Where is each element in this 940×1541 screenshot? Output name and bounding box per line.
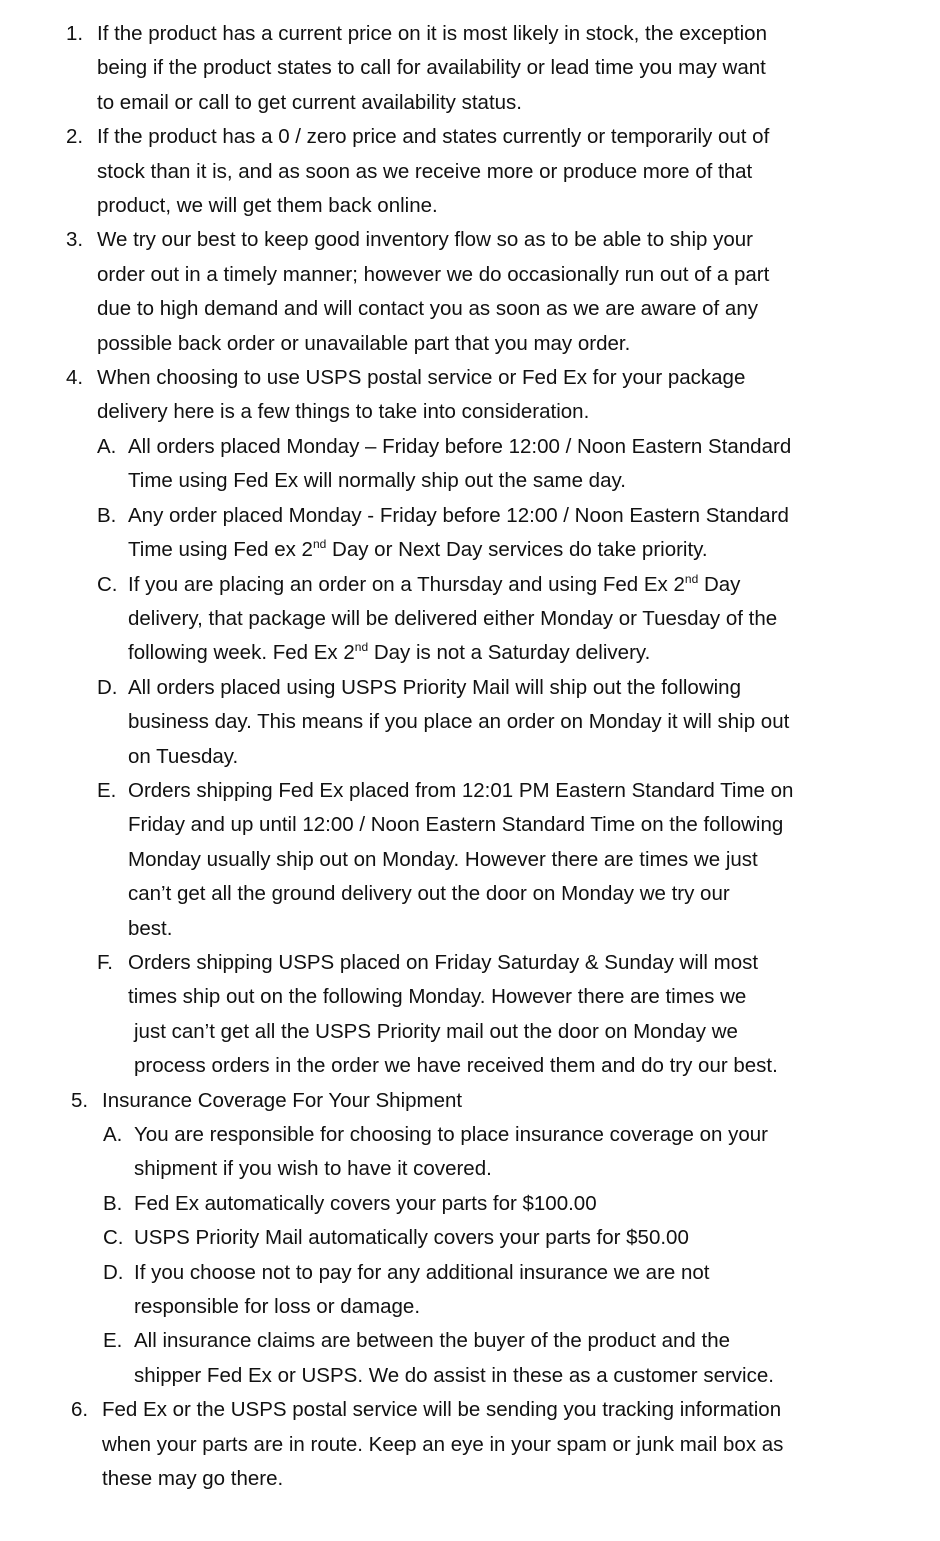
ordinal-suffix: nd bbox=[354, 640, 369, 655]
list-marker: 1. bbox=[66, 22, 84, 45]
text-line: just can’t get all the USPS Priority mail out the door on Monday we bbox=[134, 1019, 738, 1043]
text-line: Fed Ex automatically covers your parts for $100.00 bbox=[134, 1191, 597, 1215]
text-line: when your parts are in route. Keep an eye in your spam or junk mail box as bbox=[102, 1432, 784, 1456]
text-line: times ship out on the following Monday. However there are times we bbox=[128, 985, 747, 1009]
text-line bbox=[128, 533, 900, 567]
text-line: Friday and up until 12:00 / Noon Eastern Standard Time on the following bbox=[128, 813, 784, 837]
list-item-2 bbox=[0, 120, 940, 223]
text-line: responsible for loss or damage. bbox=[134, 1295, 421, 1319]
text-fragment: Day or Next Day services do take priority. bbox=[326, 538, 708, 562]
text-line: Time using Fed Ex will normally ship out the same day. bbox=[128, 469, 626, 493]
list-marker: B. bbox=[97, 503, 117, 527]
text-line bbox=[128, 636, 900, 670]
list-item-5d bbox=[0, 1256, 940, 1325]
text-line: Insurance Coverage For Your Shipment bbox=[102, 1088, 463, 1112]
list-marker: A. bbox=[103, 1123, 123, 1146]
list-item-1 bbox=[0, 17, 940, 120]
text-fragment: following week. Fed Ex 2 bbox=[128, 641, 355, 665]
text-line: shipment if you wish to have it covered. bbox=[134, 1157, 492, 1181]
text-line: these may go there. bbox=[102, 1467, 284, 1491]
text-fragment: Day is not a Saturday delivery. bbox=[368, 641, 651, 665]
text-line: being if the product states to call for availability or lead time you may want bbox=[97, 56, 766, 80]
text-line: All orders placed using USPS Priority Mail will ship out the following bbox=[128, 675, 741, 699]
list-marker: 2. bbox=[66, 125, 84, 149]
text-fragment: Time using Fed ex 2 bbox=[128, 538, 313, 562]
text-line: Orders shipping USPS placed on Friday Saturday & Sunday will most bbox=[128, 950, 759, 974]
list-marker: C. bbox=[97, 572, 118, 596]
list-marker: 4. bbox=[66, 366, 84, 390]
list-marker: B. bbox=[103, 1191, 123, 1215]
list-item-4c bbox=[0, 568, 940, 671]
text-line: order out in a timely manner; however we do occasionally run out of a part bbox=[97, 262, 770, 286]
text-line: product, we will get them back online. bbox=[97, 194, 438, 218]
list-marker: A. bbox=[97, 434, 117, 458]
text-line: We try our best to keep good inventory flow so as to be able to ship your bbox=[97, 228, 753, 252]
list-marker: 6. bbox=[71, 1398, 89, 1422]
list-item-5b bbox=[0, 1187, 940, 1221]
ordinal-suffix: nd bbox=[684, 571, 699, 586]
text-line: USPS Priority Mail automatically covers your parts for $50.00 bbox=[134, 1226, 689, 1250]
list-item-3 bbox=[0, 223, 940, 361]
text-line: shipper Fed Ex or USPS. We do assist in these as a customer service. bbox=[134, 1363, 774, 1387]
text-line bbox=[128, 568, 900, 602]
text-fragment: If you are placing an order on a Thursday and using Fed Ex 2 bbox=[128, 572, 685, 596]
list-marker: D. bbox=[103, 1260, 124, 1284]
text-line: Fed Ex or the USPS postal service will be sending you tracking information bbox=[102, 1398, 782, 1422]
list-marker: E. bbox=[97, 778, 117, 802]
list-marker: E. bbox=[103, 1329, 123, 1353]
list-marker: 3. bbox=[66, 228, 84, 252]
text-line: All orders placed Monday – Friday before 12:00 / Noon Eastern Standard bbox=[128, 434, 792, 458]
text-line: Monday usually ship out on Monday. However there are times we just bbox=[128, 847, 758, 871]
text-line: possible back order or unavailable part that you may order. bbox=[97, 331, 631, 355]
text-line: due to high demand and will contact you as soon as we are aware of any bbox=[97, 297, 758, 321]
list-marker: C. bbox=[103, 1226, 124, 1250]
list-item-4d bbox=[0, 671, 940, 774]
text-fragment: Day bbox=[698, 572, 741, 596]
text-line: If the product has a current price on it is most likely in stock, the exception bbox=[97, 22, 767, 45]
text-line: stock than it is, and as soon as we receive more or produce more of that bbox=[97, 159, 753, 183]
text-line: to email or call to get current availability status. bbox=[97, 90, 522, 114]
text-line: best. bbox=[128, 916, 173, 940]
list-item-4a bbox=[0, 430, 940, 499]
text-line: When choosing to use USPS postal service or Fed Ex for your package bbox=[97, 366, 746, 390]
list-item-5c bbox=[0, 1221, 940, 1255]
list-marker: F. bbox=[97, 950, 113, 974]
text-line: delivery, that package will be delivered either Monday or Tuesday of the bbox=[128, 606, 778, 630]
text-line: You are responsible for choosing to place insurance coverage on your bbox=[134, 1123, 769, 1146]
text-line: If you choose not to pay for any additional insurance we are not bbox=[134, 1260, 710, 1284]
list-item-4 bbox=[0, 361, 940, 430]
list-item-4f bbox=[0, 946, 940, 1084]
text-line: If the product has a 0 / zero price and states currently or temporarily out of bbox=[97, 125, 770, 149]
text-line: Orders shipping Fed Ex placed from 12:01 PM Eastern Standard Time on bbox=[128, 778, 794, 802]
list-marker: 5. bbox=[71, 1088, 89, 1112]
ordinal-suffix: nd bbox=[312, 537, 327, 552]
text-line: business day. This means if you place an order on Monday it will ship out bbox=[128, 710, 790, 734]
text-line: process orders in the order we have received them and do try our best. bbox=[134, 1054, 778, 1078]
list-item-5a bbox=[0, 1118, 940, 1187]
text-line: delivery here is a few things to take into consideration. bbox=[97, 400, 590, 424]
list-item-5 bbox=[0, 1084, 940, 1118]
text-line: can’t get all the ground delivery out the door on Monday we try our bbox=[128, 882, 730, 906]
list-item-4e bbox=[0, 774, 940, 946]
text-line: on Tuesday. bbox=[128, 744, 239, 768]
list-item-4b bbox=[0, 499, 940, 568]
text-line: Any order placed Monday - Friday before 12:00 / Noon Eastern Standard bbox=[128, 503, 789, 527]
list-item-5e bbox=[0, 1324, 940, 1393]
list-item-6 bbox=[0, 1393, 940, 1496]
text-line: All insurance claims are between the buyer of the product and the bbox=[134, 1329, 730, 1353]
list-marker: D. bbox=[97, 675, 118, 699]
